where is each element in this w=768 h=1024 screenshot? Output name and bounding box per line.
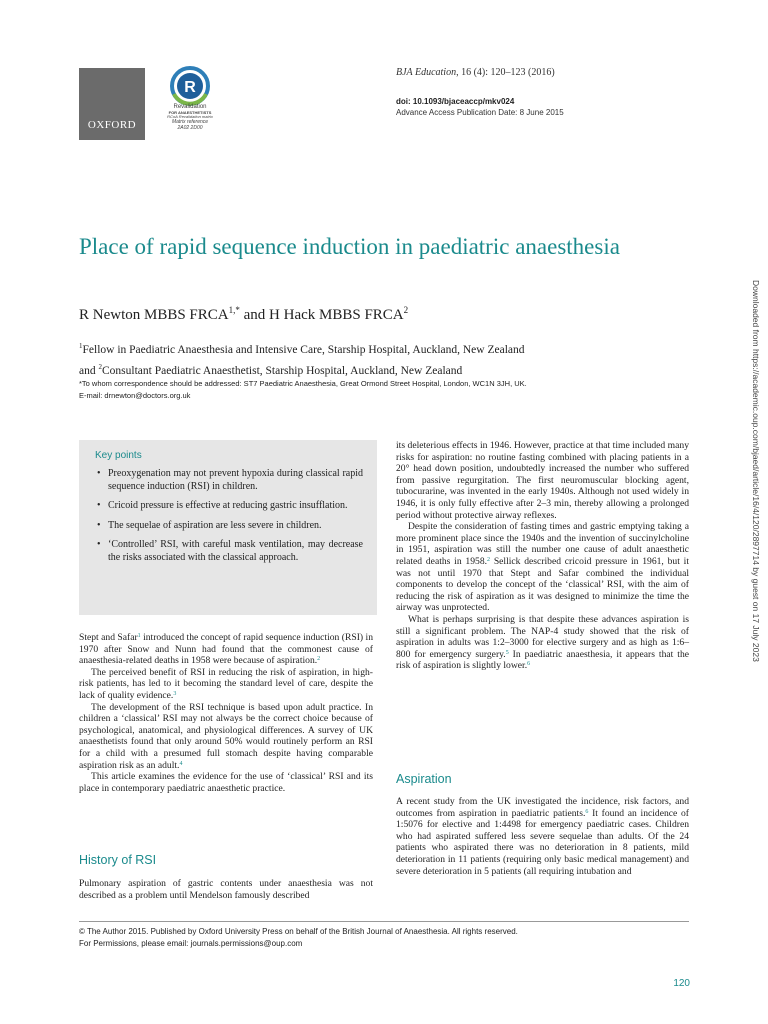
doi-link[interactable]: doi: 10.1093/bjaceaccp/mkv024 (396, 97, 515, 106)
text-run: It found an incidence of 1:5076 for elective and 1:4498 for emergency paediatric cases. Children who had aspirated suffered less severe sequelae than adults. Of the 24 patients who aspirated there was no deterioration in 8 patients, mild deterioration in 11 patients (requiring only basic medical management) and severe deterioration in 5 patients (all requiring intubation and (396, 807, 689, 877)
author-1: R Newton MBBS FRCA (79, 307, 229, 323)
text-run: The development of the RSI technique is based upon adult practice. In children a ‘classical’ RSI may not always be the correct choice because of psychological, anatomical, and physiological differences. A survey of UK anaesthetists found that only around 50% would routinely perform an RSI for a child with a presumed full stomach despite having comparable aspiration risk as an adult. (79, 701, 373, 771)
copyright-line: © The Author 2015. Published by Oxford University Press on behalf of the British Journal of Anaesthesia. All rights reserved. (79, 927, 518, 936)
affiliation-1: Fellow in Paediatric Anaesthesia and Intensive Care, Starship Hospital, Auckland, New Zealand (82, 343, 525, 356)
affiliation-2: Consultant Paediatric Anaesthetist, Starship Hospital, Auckland, New Zealand (101, 364, 463, 377)
paragraph: This article examines the evidence for the use of ‘classical’ RSI and its place in contemporary paediatric anaesthetic practice. (79, 771, 373, 794)
article-title: Place of rapid sequence induction in paediatric anaesthesia (79, 234, 620, 259)
left-column-text (79, 632, 373, 794)
affiliation-2-mark: 2 (98, 362, 102, 371)
citation-link[interactable]: 3 (173, 690, 177, 697)
paragraph (396, 521, 689, 614)
footer-divider (79, 921, 689, 922)
left-column-text-continued (79, 878, 373, 901)
citation-link[interactable]: 2 (487, 556, 491, 563)
paragraph (79, 632, 373, 667)
permissions-line: For Permissions, please email: journals.permissions@oup.com (79, 939, 303, 948)
text-run: introduced the concept of rapid sequence induction (RSI) in 1970 after Snow and Nunn had found that the commonest cause of anaesthesia-related deaths in 1958 were because of aspiration. (79, 632, 373, 667)
journal-name: BJA Education (396, 67, 457, 78)
text-run: Stept and Safar (79, 632, 138, 643)
paragraph: Pulmonary aspiration of gastric contents under anaesthesia was not described as a problem until Mendelson famously described (79, 878, 373, 901)
revalidation-line-4: Matrix reference (171, 119, 209, 126)
revalidation-line-2: FOR ANAESTHETISTS (168, 109, 212, 115)
publisher-name: OXFORD (87, 119, 137, 131)
journal-citation (396, 67, 555, 78)
key-points-box (79, 440, 377, 615)
affiliation-1-mark: 1 (79, 342, 83, 350)
paragraph (79, 667, 373, 702)
paragraph: its deleterious effects in 1946. However, practice at that time included many risks for aspiration: no routine fasting combined with placing patients in a 20° head down position, undoubtedly increased the number who suffered from passive regurgitation. The first neuromuscular blocking agent, tubocurarine, was invented in the early 1940s. Although not used widely in 1946, it is only fully effective after 2–3 min, thereby allowing a prolonged period without protective airway reflexes. (396, 440, 689, 521)
affiliation-and: and (79, 364, 99, 377)
oxford-logo (79, 68, 145, 140)
page-number: 120 (673, 978, 690, 989)
revalidation-caption (148, 104, 232, 132)
revalidation-line-3: RCoA Revalidation matrix (167, 114, 213, 120)
citation-link[interactable]: 5 (505, 649, 509, 656)
correspondence (79, 378, 639, 402)
key-points-heading: Key points (95, 450, 142, 461)
paragraph (396, 796, 689, 877)
text-run: Despite the consideration of fasting times and gastric emptying taking a more prominent place since the 1940s and the invention of succinylcholine in 1951, aspiration was still the number one cause of adult anaesthetic related deaths in 1958. (396, 521, 689, 567)
citation-link[interactable]: 1 (137, 633, 141, 639)
revalidation-line-1: Revalidation (173, 104, 207, 110)
journal-volume: , 16 (4): 120–123 (2016) (456, 67, 555, 78)
download-watermark: Downloaded from https://academic.oup.com/bjaed/article/16/4/120/2897714 by guest on 17 July 2023 (751, 280, 761, 662)
key-point: • ‘Controlled’ RSI, with careful mask ventilation, may decrease the risks associated with the classical approach. (95, 539, 363, 564)
advance-access-date: Advance Access Publication Date: 8 June 2015 (396, 108, 564, 117)
citation-link[interactable]: 4 (179, 760, 183, 767)
correspondence-email[interactable]: E-mail: drnewton@doctors.org.uk (79, 391, 191, 400)
text-run: The perceived benefit of RSI in reducing the risk of aspiration, in high-risk patients, has led to it becoming the standard level of care, despite the lack of quality evidence. (79, 666, 373, 701)
citation-link[interactable]: 6 (585, 808, 589, 815)
text-run: In paediatric anaesthesia, it appears that the risk of aspiration is slightly lower. (396, 648, 689, 672)
svg-text:R: R (184, 79, 196, 96)
key-point: • The sequelae of aspiration are less severe in children. (95, 520, 363, 533)
text-run: A recent study from the UK investigated the incidence, risk factors, and outcomes from aspiration in paediatric patients. (396, 796, 689, 819)
author-1-affiliation: 1,* (228, 305, 240, 315)
text-run: Sellick described cricoid pressure in 1961, but it was not until 1970 that Stept and Safar combined the individual components to develop the concept of the ‘classical’ RSI, with the aim of reducing the risk of aspiration as it was designed to minimize the time the airway was unprotected. (396, 555, 689, 614)
right-column-text (396, 440, 689, 672)
correspondence-address: *To whom correspondence should be addressed: ST7 Paediatric Anaesthesia, Great Ormond Street Hospital, London, WC1N 3JH, UK. (79, 379, 527, 388)
key-point: • Preoxygenation may not prevent hypoxia during classical rapid sequence induction (RSI) in children. (95, 468, 363, 493)
revalidation-line-5: 2A02 2D00 (177, 124, 203, 131)
citation-link[interactable]: 6 (527, 661, 531, 668)
key-points-list (95, 468, 363, 564)
key-point: • Cricoid pressure is effective at reducing gastric insufflation. (95, 500, 363, 513)
section-heading-history: History of RSI (79, 853, 157, 867)
author-2-affiliation: 2 (403, 305, 409, 315)
author-list (79, 305, 408, 324)
copyright-footer (79, 926, 689, 950)
affiliations (79, 338, 639, 380)
text-run: What is perhaps surprising is that despite these advances aspiration is still a significant problem. The NAP-4 study showed that the risk of aspiration in adults was 1:2–3000 for elective surgery and as high as 1:6–800 for emergency surgery. (396, 613, 689, 660)
paragraph (79, 702, 373, 772)
right-column-text-continued (396, 796, 689, 877)
paragraph (396, 614, 689, 672)
citation-link[interactable]: 2 (317, 656, 321, 663)
author-2: and H Hack MBBS FRCA (239, 307, 404, 323)
section-heading-aspiration: Aspiration (396, 772, 452, 786)
